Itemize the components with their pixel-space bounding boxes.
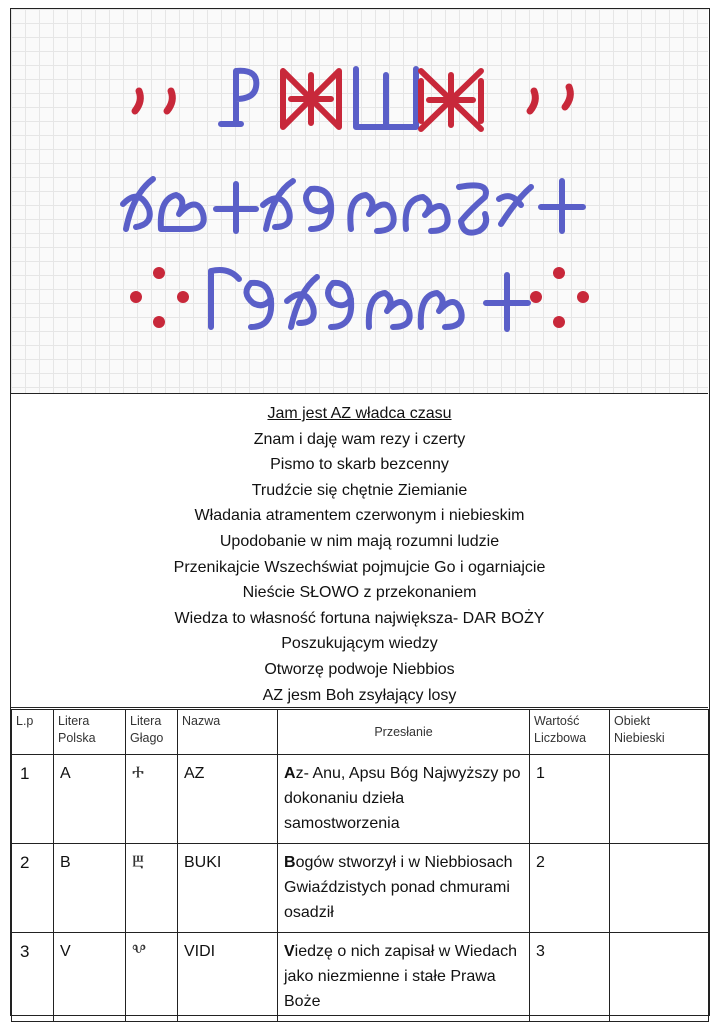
cell-nazwa: AZ [178,755,278,844]
przeslanie-text: iedzę o nich zapisał w Wiedach jako niezmienne i stałe Prawa Boże [284,943,518,1010]
cell-przeslanie [278,933,530,1022]
blue-sha-glyph [356,69,416,127]
header-wartosc: Wartość Liczbowa [530,710,610,755]
poem-line: Wiedza to własność fortuna największa- DAR BOŻY [174,609,545,627]
poem-line: Nieście SŁOWO z przekonaniem [242,584,477,602]
cell-litera-polska: B [54,844,126,933]
cell-wartosc: 2 [530,844,610,933]
cell-obiekt [610,844,709,933]
blue-glyph-row1-1 [221,71,256,124]
cell-obiekt [610,933,709,1022]
glagolitic-inscription-drawing [11,9,708,393]
header-litera-polska: Litera Polska [54,710,126,755]
header-nazwa: Nazwa [178,710,278,755]
poem-line: Otworzę podwoje Niebbios [264,660,455,678]
poem-line: Upodobanie w nim mają rozumni ludzie [219,532,500,550]
przeslanie-text: ogów stworzył i w Niebbiosach Gwiaździstych ponad chmurami osadził [284,854,513,921]
header-lp: L.p [12,710,54,755]
glagolitic-inscription-panel [11,9,708,394]
table-header-row [12,710,709,755]
cell-obiekt [610,755,709,844]
cell-litera-polska: A [54,755,126,844]
table-row [12,755,709,844]
poem-line: Trudźcie się chętnie Ziemianie [251,481,468,499]
poem-line: Znam i daję wam rezy i czerty [253,430,466,448]
cell-litera-glago: ⰱ [126,844,178,933]
cell-litera-polska: V [54,933,126,1022]
poem-line: AZ jesm Boh zsyłający losy [262,686,457,704]
cell-nazwa: BUKI [178,844,278,933]
table-row [12,933,709,1022]
poem-line: Władania atramentem czerwonym i niebieskim [194,507,525,525]
poem [11,395,708,708]
red-comma-marks-left [135,91,172,111]
header-litera-glago: Litera Głago [126,710,178,755]
poem-line: Poszukującym wiedzy [281,635,438,653]
cell-wartosc: 3 [530,933,610,1022]
cell-przeslanie [278,755,530,844]
blue-glyph-row3 [211,270,528,329]
document-page [10,8,710,1016]
przeslanie-initial: B [284,854,296,871]
red-cross-glyph-2 [421,71,481,129]
przeslanie-initial: A [284,765,296,782]
header-przeslanie: Przesłanie [278,710,530,755]
cell-nazwa: VIDI [178,933,278,1022]
blue-glyph-row2 [123,179,583,233]
cell-lp: 1 [12,755,54,844]
cell-lp: 2 [12,844,54,933]
red-comma-marks-right [530,87,570,111]
cell-przeslanie [278,844,530,933]
red-dots-right [530,267,589,328]
cell-litera-glago: ⰲ [126,933,178,1022]
przeslanie-initial: V [284,943,295,960]
red-dots-left [130,267,189,328]
table-row [12,844,709,933]
przeslanie-text: z- Anu, Apsu Bóg Najwyższy po dokonaniu dzieła samostworzenia [284,765,521,832]
poem-title: Jam jest AZ władca czasu [267,405,452,422]
poem-line: Pismo to skarb bezcenny [270,456,449,474]
cell-lp: 3 [12,933,54,1022]
cell-litera-glago: ⰰ [126,755,178,844]
red-cross-glyph-1 [283,71,339,127]
alphabet-table [11,709,709,1022]
header-obiekt: Obiekt Niebieski [610,710,709,755]
poem-line: Przenikajcie Wszechświat pojmujcie Go i ogarniajcie [173,558,546,576]
cell-wartosc: 1 [530,755,610,844]
